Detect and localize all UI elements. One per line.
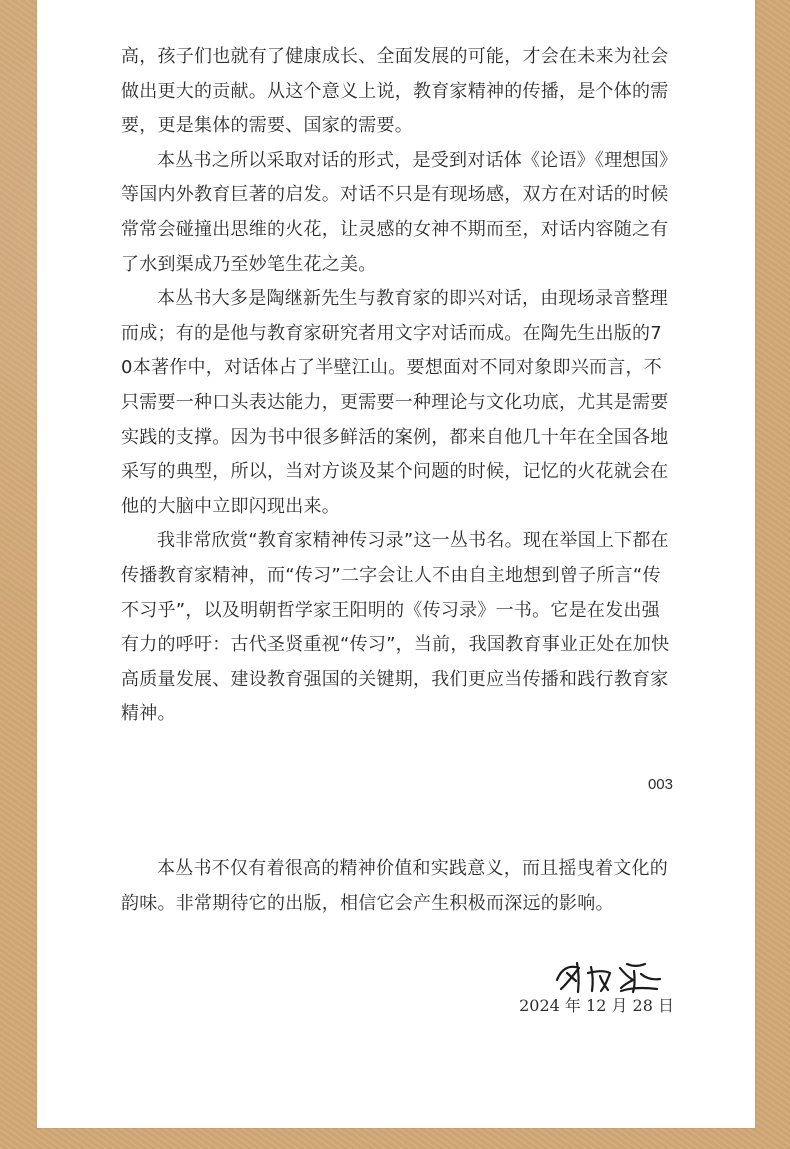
- paragraph: 本丛书之所以采取对话的形式，是受到对话体《论语》《理想国》等国内外教育巨著的启发。对话不只是有现场感，双方在对话的时候常常会碰撞出思维的火花，让灵感的女神不期而至，对话内容随之有了水到渠成乃至妙笔生花之美。: [121, 149, 669, 275]
- paragraph: 本丛书大多是陶继新先生与教育家的即兴对话，由现场录音整理而成；有的是他与教育家研究者用文字对话而成。在陶先生出版的70本著作中，对话体占了半壁江山。要想面对不同对象即兴而言，不只需要一种口头表达能力，更需要一种理论与文化功底，尤其是需要实践的支撑。因为书中很多鲜活的案例，都来自他几十年在全国各地采写的典型，所以，当对方谈及某个问题的时候，记忆的火花就会在他的大脑中立即闪现出来。: [121, 288, 669, 517]
- paragraph: 高，孩子们也就有了健康成长、全面发展的可能，才会在未来为社会做出更大的贡献。从这个意义上说，教育家精神的传播，是个体的需要，更是集体的需要、国家的需要。: [121, 46, 669, 137]
- main-text: [121, 40, 673, 732]
- book-page: [37, 0, 755, 1128]
- date: 2024 年 12 月 28 日: [519, 996, 674, 1015]
- signature-icon: [549, 955, 669, 997]
- paragraph: 我非常欣赏“教育家精神传习录”这一丛书名。现在举国上下都在传播教育家精神，而“传习”二字会让人不由自主地想到曾子所言“传不习乎”，以及明朝哲学家王阳明的《传习录》一书。它是在发出强有力的呼吁：古代圣贤重视“传习”，当前，我国教育事业正处在加快高质量发展、建设教育强国的关键期，我们更应当传播和践行教育家精神。: [121, 530, 670, 725]
- page-number: 003: [647, 776, 673, 793]
- closing-paragraph: 本丛书不仅有着很高的精神价值和实践意义，而且摇曳着文化的韵味。非常期待它的出版，相信它会产生积极而深远的影响。: [121, 858, 668, 914]
